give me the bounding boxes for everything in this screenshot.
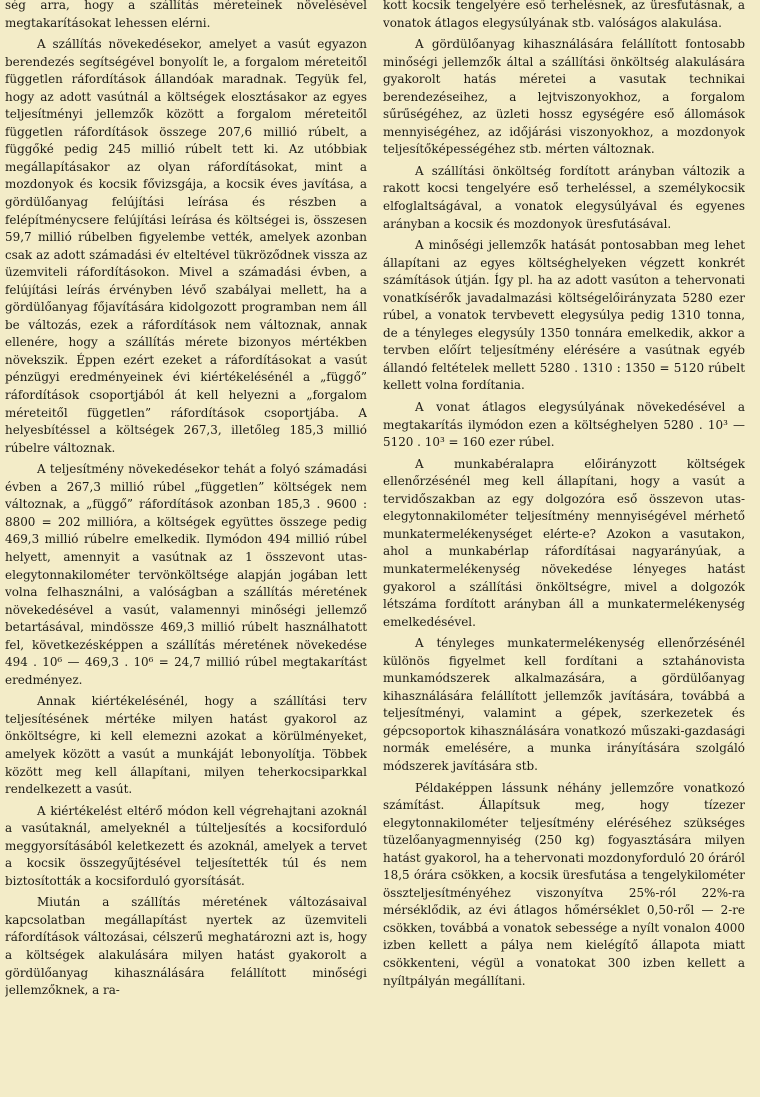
paragraph: Példaképpen lássunk néhány jellemzőre vonatkozó számítást. Állapítsuk meg, hogy tízezer elegytonnakilométer teljesítmény eléréséhez szükséges tüzelőanyagmennyiség (250 kg) fogyasztására milyen hatást gyakorol, ha a tehervonati mozdonyforduló 20 óráról 18,5 órára csökken, a kocsik üresfutása a tengelykilométer összteljesítményéhez viszonyítva 25%-ról 22%-ra mérséklődik, az évi átlagos hőmérséklet 0,50-ről — 2-re csökken, továbbá a vonatok sebessége a nyílt vonalon 4000 izben kellett a pálya nem kielégítő állapota miatt csökkenteni, végül a vonatokat 300 izben kellett a nyíltpályán megállítani. xyxy=(383,780,745,988)
paragraph: kott kocsik tengelyére eső terhelésnek, az üresfutásnak, a vonatok átlagos elegysúlyának stb. valóságos alakulása. xyxy=(383,0,745,30)
paragraph: A szállítási önköltség fordított arányban változik a rakott kocsi tengelyére eső terheléssel, a személykocsik elfoglaltságával, a vonatok elegysúlyával és egyenes arányban a kocsik és mozdonyok üresfutásával. xyxy=(383,163,745,231)
paragraph: Annak kiértékelésénél, hogy a szállítási terv teljesítésének mértéke milyen hatást gyakorol az önköltségre, ki kell elemezni azokat a körülményeket, amelyek között a vasút a munkáját lebonyolítja. Többek között meg kell állapítani, milyen teherkocsiparkkal rendelkezett a vasút. xyxy=(5,694,367,797)
paragraph: A kiértékelést eltérő módon kell végrehajtani azoknál a vasútaknál, amelyeknél a túlteljesítés a kocsiforduló meggyorsításából keletkezett és azoknál, amelyek a tervet a kocsik összegyűjtésével teljesítették túl és nem biztosították a kocsiforduló gyorsítását. xyxy=(5,803,367,888)
right-column xyxy=(383,0,745,1097)
left-column xyxy=(5,0,367,1097)
paragraph: A minőségi jellemzők hatását pontosabban meg lehet állapítani az egyes költséghelyeken végzett konkrét számítások útján. Így pl. ha az adott vasúton a tehervonati vonatkísérők javadalmazási költségelőirányzata 5280 ezer rúbel, a vonatok tervbevett elegysúlya pedig 1310 tonna, de a tényleges elegysúly 1350 tonnára emelkedik, akkor a tervben előírt teljesítmény elérésére a vasútnak egyéb állandó feltételek mellett 5280 . 1310 : 1350 = 5120 rúbelt kellett volna fordítania. xyxy=(383,238,745,393)
paragraph: A szállítás növekedésekor, amelyet a vasút egyazon berendezés segítségével bonyolít le, a forgalom méreteitől független ráfordítások állandóak maradnak. Tegyük fel, hogy az adott vasútnál a költségek elosztásakor az egyes teljesítményi jellemzők között a forgalom méreteitől független ráfordítások összege 207,6 millió rúbelt, a függőké pedig 245 millió rúbelt tett ki. Az utóbbiak megállapításakor az olyan ráfordításokat, mint a mozdonyok és kocsik fővizsgája, a kocsik éves javítása, a gördülőanyag felújítási leírása és részben a felépítménycsere felújítási leírása és költségei is, összesen 59,7 millió rúbelben figyelembe vették, amelyek azonban csak az adott számadási év elteltével tükröződnek vissza az üzemviteli ráfordításokon. Mivel a számadási évben, a felújítási leírás érvényben lévő szabályai mellett, ha a gördülőanyag főjavítására kidolgozott programban nem áll be változás, ezek a ráfordítások nem változnak, annak ellenére, hogy a szállítás mérete bizonyos mértékben növekszik. Éppen ezért ezeket a ráfordításokat a vasút pénzügyi eredményeinek évi kiértékelésénél a „függő” ráfordítások csoportjából át kell helyezni a „forgalom méreteitől független” ráfordítások csoportjába. A helyesbítéssel a költségek 267,3, illetőleg 185,3 millió rúbelre változnak. xyxy=(5,37,367,455)
paragraph: A vonat átlagos elegysúlyának növekedésével a megtakarítás ilymódon ezen a költséghelyen 5280 . 10³ — 5120 . 10³ = 160 ezer rúbel. xyxy=(383,400,745,450)
paragraph: A munkabéralapra előirányzott költségek ellenőrzésénél meg kell állapítani, hogy a vasút a tervidőszakban az egy dolgozóra eső összevon utas-elegytonnakilométer teljesítmény mennyiségével mérhető munkatermelékenységet elérte-e? Azokon a vasutakon, ahol a munkabérlap ráfordításai nagyarányúak, a munkatermelékenység növekedése lényeges hatást gyakorol a szállítási önköltségre, mivel a dolgozók létszáma fordított arányban áll a munkatermelékenység emelkedésével. xyxy=(383,456,745,629)
paragraph: A gördülőanyag kihasználására felállított fontosabb minőségi jellemzők által a szállítási önköltség alakulására gyakorolt hatás méretei a vasutak technikai berendezéseihez, a lejtviszonyokhoz, a forgalom sűrűségéhez, az üzleti hossz egységére eső állomások mennyiségéhez, az időjárási viszonyokhoz, a mozdonyok teljesítőképességéhez stb. mérten változnak. xyxy=(383,37,745,157)
paragraph: ség arra, hogy a szállítás méreteinek növelésével megtakarításokat lehessen elérni. xyxy=(5,0,367,30)
paragraph: A tényleges munkatermelékenység ellenőrzésénél különös figyelmet kell fordítani a sztahánovista munkamódszerek alkalmazására, a gördülőanyag kihasználására felállított jellemzők javítására, továbbá a teljesítményi, valamint a gépek, szerkezetek és gépcsoportok kihasználására vonatkozó műszaki-gazdasági normák emelésére, a munka irányítására szolgáló módszerek javítására stb. xyxy=(383,636,745,773)
paragraph: A teljesítmény növekedésekor tehát a folyó számadási évben a 267,3 millió rúbel „független” költségek nem változnak, a „függő” ráfordítások azonban 185,3 . 9600 : 8800 = 202 millióra, a költségek együttes összege pedig 469,3 millió rúbelre emelkedik. Ilymódon 494 millió rúbel helyett, amennyit a vasútnak az 1 összevont utas-elegytonnakilométer tervönköltsége alapján jogában lett volna felhasználni, a valóságban a szállítás méretének növekedésével a vasút, valamennyi minőségi jellemző betartásával, mindössze 469,3 millió rúbelt használhatott fel, következésképpen a szállítás méretének növekedése 494 . 10⁶ — 469,3 . 10⁶ = 24,7 millió rúbel megtakarítást eredményez. xyxy=(5,462,367,687)
paragraph: Miután a szállítás méretének változásaival kapcsolatban megállapítást nyertek az üzemviteli ráfordítások változásai, célszerű meghatározni azt is, hogy a költségek alakulására milyen hatást gyakorolt a gördülőanyag kihasználására felállított minőségi jellemzőknek, a ra- xyxy=(5,895,367,998)
